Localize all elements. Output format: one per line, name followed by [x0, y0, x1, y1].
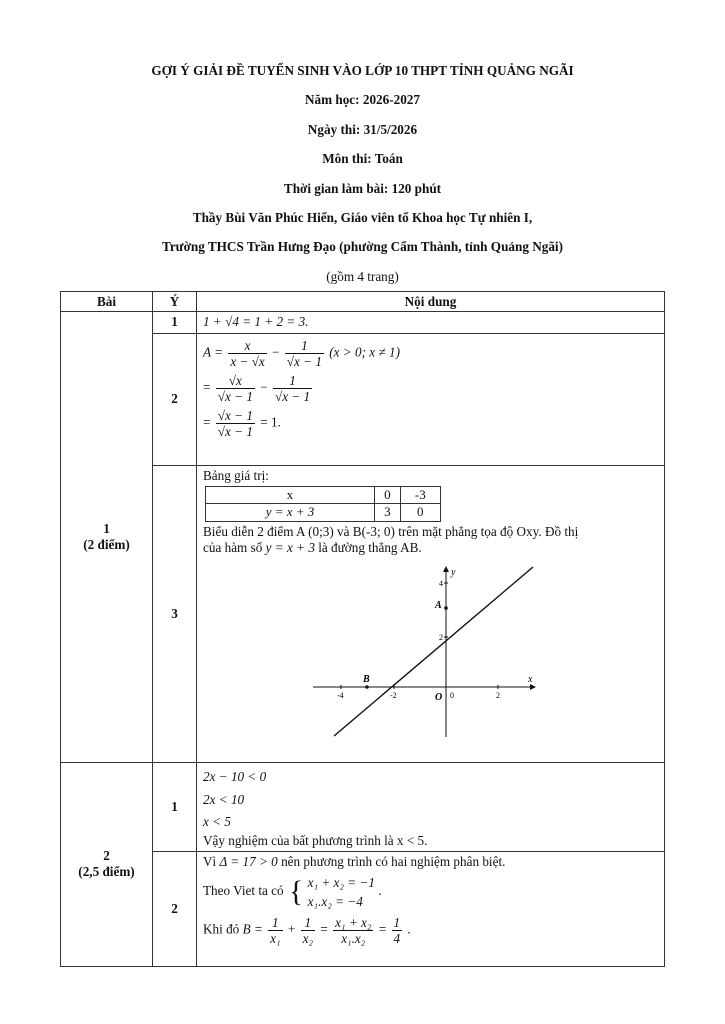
- cell: -3: [400, 487, 440, 504]
- graph-description-1: Biểu diễn 2 điểm A (0;3) và B(-3; 0) trên mặt phẳng tọa độ Oxy. Đồ thị: [203, 523, 579, 539]
- text: Theo Viet ta có: [203, 882, 284, 898]
- b-equals: B =: [242, 921, 263, 937]
- fraction-numerator: 1: [393, 914, 401, 930]
- problem-2-cell: [61, 762, 153, 967]
- inequality-line: 2x < 10: [203, 791, 245, 807]
- fraction: [216, 408, 255, 439]
- x-tick-label: 2: [496, 690, 500, 700]
- point-b-marker: [365, 685, 369, 689]
- cell: 3: [375, 504, 401, 521]
- fraction: [301, 915, 315, 946]
- x-tick-label: -2: [390, 690, 397, 700]
- problem-2-points: (2,5 điểm): [78, 864, 135, 880]
- problem-1-part-1-label: 1: [153, 312, 197, 334]
- fraction-numerator: x: [228, 338, 266, 354]
- fraction: [216, 373, 255, 404]
- y-tick-label: 2: [439, 632, 443, 642]
- problem-2-part-2-label: 2: [153, 852, 197, 967]
- problem-1-part-3-label: 3: [153, 465, 197, 762]
- fraction-denominator: 4: [393, 930, 401, 946]
- exam-subject: Môn thi: Toán: [322, 151, 403, 167]
- equation: x₁ + x₂ = −1: [307, 874, 375, 890]
- inequality-line: 2x − 10 < 0: [203, 768, 267, 784]
- fraction: [333, 915, 373, 946]
- text: là đường thẳng AB.: [318, 540, 422, 555]
- text: của hàm số: [203, 540, 263, 555]
- header-bai: Bài: [61, 292, 153, 312]
- problem-2-part-2-content: [197, 852, 665, 967]
- solution-table: [60, 291, 665, 967]
- fraction-numerator: 1: [285, 338, 324, 354]
- result: = 1.: [260, 414, 281, 430]
- table-row: [206, 487, 441, 504]
- problem-2-part-1-content: [197, 762, 665, 852]
- table-header-row: [61, 292, 665, 312]
- sqrt-expression: 1 + √4 = 1 + 2 = 3.: [203, 314, 309, 329]
- problem-1-points: (2 điểm): [83, 536, 130, 552]
- fraction-denominator: x₁: [270, 930, 281, 946]
- a-equals: A =: [203, 344, 224, 360]
- equation: x₁.x₂ = −4: [307, 893, 363, 909]
- fraction: [268, 915, 282, 946]
- discriminant-line: [203, 854, 658, 871]
- origin-label: O: [435, 691, 443, 703]
- problem-1-part-2-content: [197, 333, 665, 465]
- school-line: Trường THCS Trần Hưng Đạo (phường Cẩm Thành, tỉnh Quảng Ngãi): [162, 239, 563, 255]
- b-value-line: Khi đó B = $\frac{1}{\text{x₁}}$ + $\frac{1}{\text{x₂}}$ = $\frac{\text{x₁ + x₂}}{\text{x₁.x₂}}$ = $\frac{1}{4}$ .: [203, 914, 411, 946]
- document-title: GỢI Ý GIẢI ĐỀ TUYỂN SINH VÀO LỚP 10 THPT TỈNH QUẢNG NGÃI: [151, 63, 574, 78]
- domain-condition: (x > 0; x ≠ 1): [329, 344, 400, 360]
- fraction-denominator: x − √x: [230, 353, 265, 369]
- text: nên phương trình có hai nghiệm phân biệt.: [281, 854, 506, 869]
- y-tick-label: 4: [439, 578, 443, 588]
- problem-1-part-2-label: 2: [153, 333, 197, 465]
- expression-line-1: A = $\frac{x}{x - √x}$ − $\frac{1}{√x - 1}$ (x > 0; x ≠ 1): [203, 337, 400, 369]
- x-tick-label: -4: [337, 690, 344, 700]
- problem-2-number: 2: [103, 848, 110, 864]
- fraction-denominator: x₂: [302, 930, 314, 946]
- discriminant: Δ = 17 > 0: [219, 854, 278, 869]
- equation-system: [308, 873, 375, 911]
- problem-1-part-1-content: [197, 312, 665, 334]
- text: Khi đó: [203, 921, 240, 937]
- equation: y = x + 3: [265, 540, 315, 555]
- problem-2-part-1-label: 1: [153, 762, 197, 852]
- fraction: [392, 915, 403, 946]
- pages-note: (gồm 4 trang): [326, 268, 399, 284]
- fraction-numerator: 1: [273, 373, 312, 389]
- fraction-denominator: √x − 1: [217, 388, 253, 404]
- fraction: [273, 373, 312, 404]
- document-header: [0, 56, 725, 291]
- problem-1-cell: [61, 312, 153, 763]
- x-axis-label: x: [528, 673, 533, 685]
- viet-line: Theo Viet ta có { x₁ + x₂ = −1 x₁.x₂ = −4 .: [203, 874, 382, 909]
- y-axis-label: y: [451, 566, 456, 578]
- author-line: Thầy Bùi Văn Phúc Hiển, Giáo viên tổ Khoa học Tự nhiên I,: [192, 210, 533, 226]
- point-b-label: B: [363, 673, 370, 685]
- fraction-numerator: √x − 1: [217, 407, 253, 423]
- table-row: [61, 762, 665, 852]
- value-table-title: Bảng giá trị:: [203, 467, 269, 483]
- graph-description-2: [203, 540, 658, 557]
- point-a-marker: [444, 606, 448, 610]
- text: Vì: [203, 854, 217, 869]
- fraction: [285, 338, 324, 369]
- brace-icon: {: [288, 874, 304, 908]
- problem-1-part-3-content: [197, 465, 665, 762]
- fraction-numerator: 1: [268, 915, 282, 931]
- cell: y = x + 3: [206, 504, 375, 521]
- x-tick-label: 0: [450, 690, 454, 700]
- cell: 0: [375, 487, 401, 504]
- expression-line-3: = $\frac{√x - 1}{√x - 1}$ = 1.: [203, 407, 281, 439]
- cell: 0: [400, 504, 440, 521]
- fraction-numerator: 1: [301, 915, 315, 931]
- cell: x: [206, 487, 375, 504]
- value-table: [205, 486, 441, 522]
- expression-line-2: = $\frac{√x}{√x - 1}$ − $\frac{1}{√x - 1}$: [203, 372, 311, 404]
- inequality-line: x < 5: [203, 813, 231, 829]
- fraction-denominator: √x − 1: [274, 388, 311, 404]
- fraction-denominator: x₁.x₂: [341, 930, 366, 946]
- problem-1-number: 1: [103, 520, 110, 536]
- fraction-numerator: x₁ + x₂: [335, 914, 372, 930]
- fraction-denominator: √x − 1: [286, 353, 322, 369]
- line-ab: [334, 567, 533, 736]
- exam-date: Ngày thi: 31/5/2026: [307, 121, 418, 137]
- table-row: [206, 504, 441, 521]
- inequality-conclusion: Vậy nghiệm của bất phương trình là x < 5.: [203, 832, 428, 848]
- exam-duration: Thời gian làm bài: 120 phút: [283, 180, 442, 196]
- table-row: [61, 312, 665, 334]
- header-content: Nội dung: [197, 292, 665, 312]
- coordinate-graph: [309, 561, 545, 741]
- school-year: Năm học: 2026-2027: [304, 92, 420, 108]
- fraction-denominator: √x − 1: [217, 423, 253, 439]
- fraction-numerator: √x: [216, 373, 255, 389]
- point-a-label: A: [435, 599, 442, 611]
- header-y: Ý: [153, 292, 197, 312]
- fraction: [228, 338, 266, 369]
